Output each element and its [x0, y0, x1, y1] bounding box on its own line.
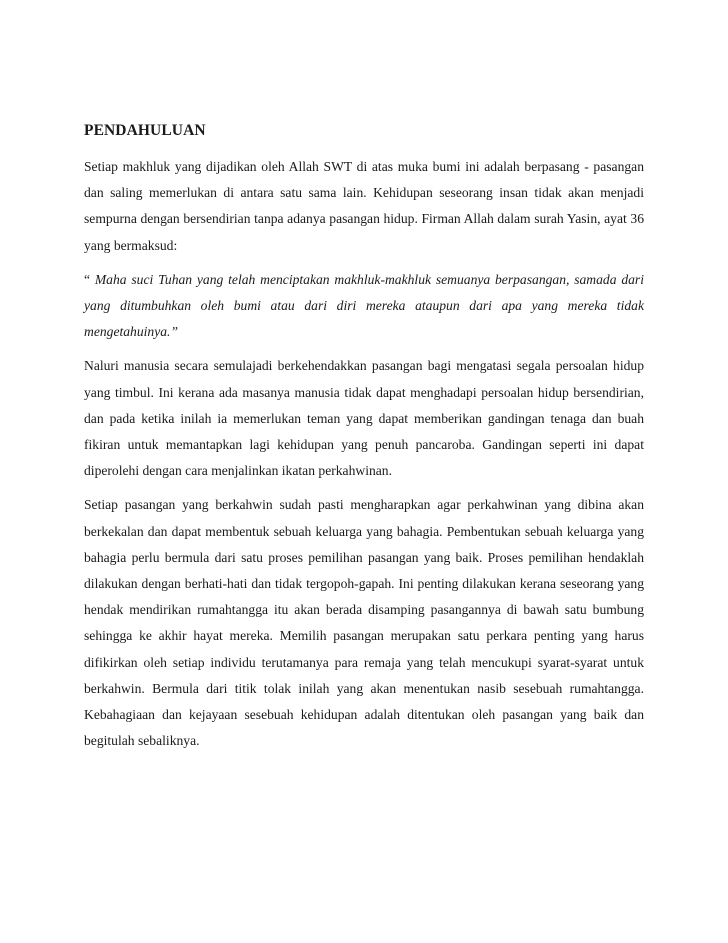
paragraph-naluri: Naluri manusia secara semulajadi berkehendakkan pasangan bagi mengatasi segala persoalan hidup yang timbul. Ini kerana ada masanya manusia tidak dapat menghadapi persoalan hidup bersendirian, dan pada ketika inilah ia memerlukan teman yang dapat memberikan gandingan tenaga dan buah fikiran untuk memantapkan lagi kehidupan yang penuh pancaroba. Gandingan seperti ini dapat diperolehi dengan cara menjalinkan ikatan perkahwinan. [84, 358, 644, 479]
quote-close-mark: ” [170, 324, 179, 340]
quote-open-mark: “ [84, 271, 91, 287]
paragraph-intro: Setiap makhluk yang dijadikan oleh Allah SWT di atas muka bumi ini adalah berpasang - pasangan dan saling memerlukan di antara satu sama lain. Kehidupan seseorang insan tidak akan menjadi sempurna dengan bersendirian tanpa adanya pasangan hidup. Firman Allah dalam surah Yasin, ayat 36 yang bermaksud: [84, 159, 644, 253]
document-page [84, 120, 644, 762]
paragraph-pasangan: Setiap pasangan yang berkahwin sudah pasti mengharapkan agar perkahwinan yang dibina akan berkekalan dan dapat membentuk sebuah keluarga yang bahagia. Pembentukan sebuah keluarga yang bahagia perlu bermula dari satu proses pemilihan pasangan yang baik. Proses pemilihan hendaklah dilakukan dengan berhati-hati dan tidak tergopoh-gapah. Ini penting dilakukan kerana seseorang yang hendak mendirikan rumahtangga itu akan berada disamping pasangannya di bawah satu bumbung sehingga ke akhir hayat mereka. Memilih pasangan merupakan satu perkara penting yang harus difikirkan oleh setiap individu terutamanya para remaja yang telah mencukupi syarat-syarat untuk berkahwin. Bermula dari titik tolak inilah yang akan menentukan nasib sesebuah rumahtangga. Kebahagiaan dan kejayaan sesebuah kehidupan adalah ditentukan oleh pasangan yang baik dan begitulah sebaliknya. [84, 497, 644, 749]
quote-verse [84, 267, 644, 346]
quote-text: Maha suci Tuhan yang telah menciptakan makhluk-makhluk semuanya berpasangan, samada dari yang ditumbuhkan oleh bumi atau dari diri mereka ataupun dari apa yang mereka tidak mengetahuinya. [84, 271, 644, 340]
section-heading: PENDAHULUAN [84, 122, 206, 139]
